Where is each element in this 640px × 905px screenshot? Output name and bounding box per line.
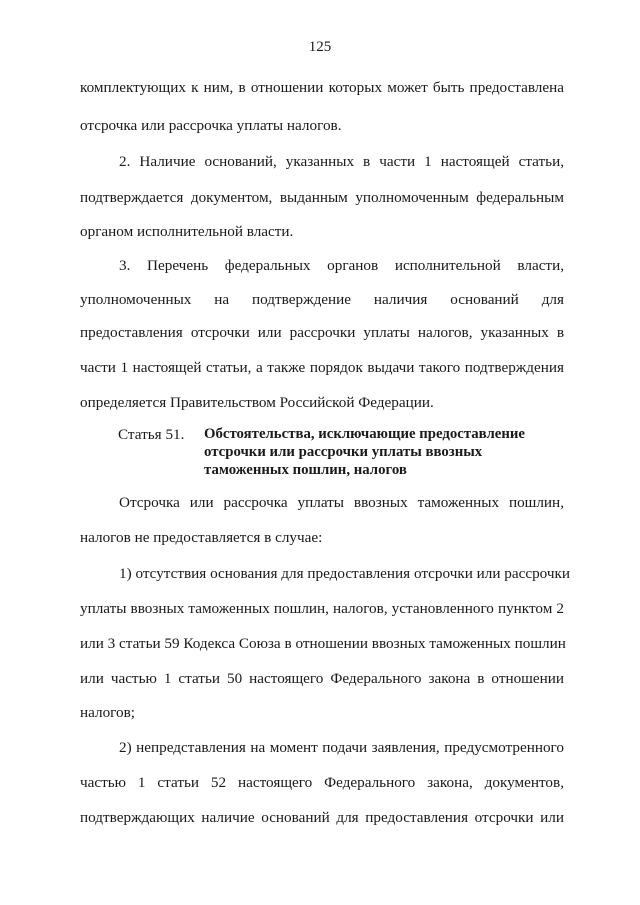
text-line: налогов;: [80, 704, 136, 721]
article-number: Статья 51.: [118, 426, 185, 443]
text-line: предоставления отсрочки или рассрочки уплаты налогов, указанных в: [80, 324, 564, 341]
text-line: органом исполнительной власти.: [80, 223, 294, 240]
article-title-line: отсрочки или рассрочки уплаты ввозных: [204, 444, 483, 460]
text-line: отсрочка или рассрочка уплаты налогов.: [80, 117, 342, 134]
text-line: комплектующих к ним, в отношении которых может быть предоставлена: [80, 79, 564, 96]
text-line: налогов не предоставляется в случае:: [80, 529, 323, 546]
text-line: части 1 настоящей статьи, а также порядок выдачи такого подтверждения: [80, 359, 564, 376]
text-line: подтверждается документом, выданным уполномоченным федеральным: [80, 189, 564, 206]
text-line: 2) непредставления на момент подачи заявления, предусмотренного: [119, 739, 564, 756]
text-line: уплаты ввозных таможенных пошлин, налогов, установленного пунктом 2: [80, 600, 564, 617]
text-line: или 3 статьи 59 Кодекса Союза в отношении ввозных таможенных пошлин: [80, 635, 566, 652]
article-title-line: таможенных пошлин, налогов: [204, 462, 407, 478]
text-line: 2. Наличие оснований, указанных в части 1 настоящей статьи,: [119, 153, 564, 170]
text-line: Отсрочка или рассрочка уплаты ввозных таможенных пошлин,: [119, 494, 564, 511]
text-line: 1) отсутствия основания для предоставления отсрочки или рассрочки: [119, 565, 571, 582]
text-line: подтверждающих наличие оснований для предоставления отсрочки или: [80, 809, 564, 826]
article-title: [204, 425, 544, 479]
text-line: уполномоченных на подтверждение наличия оснований для: [80, 291, 564, 308]
text-line: 3. Перечень федеральных органов исполнительной власти,: [119, 257, 564, 274]
page-number: 125: [308, 39, 332, 55]
article-title-line: Обстоятельства, исключающие предоставление: [204, 426, 525, 442]
text-line: определяется Правительством Российской Федерации.: [80, 394, 434, 411]
text-line: частью 1 статьи 52 настоящего Федерального закона, документов,: [80, 774, 564, 791]
text-line: или частью 1 статьи 50 настоящего Федерального закона в отношении: [80, 670, 564, 687]
